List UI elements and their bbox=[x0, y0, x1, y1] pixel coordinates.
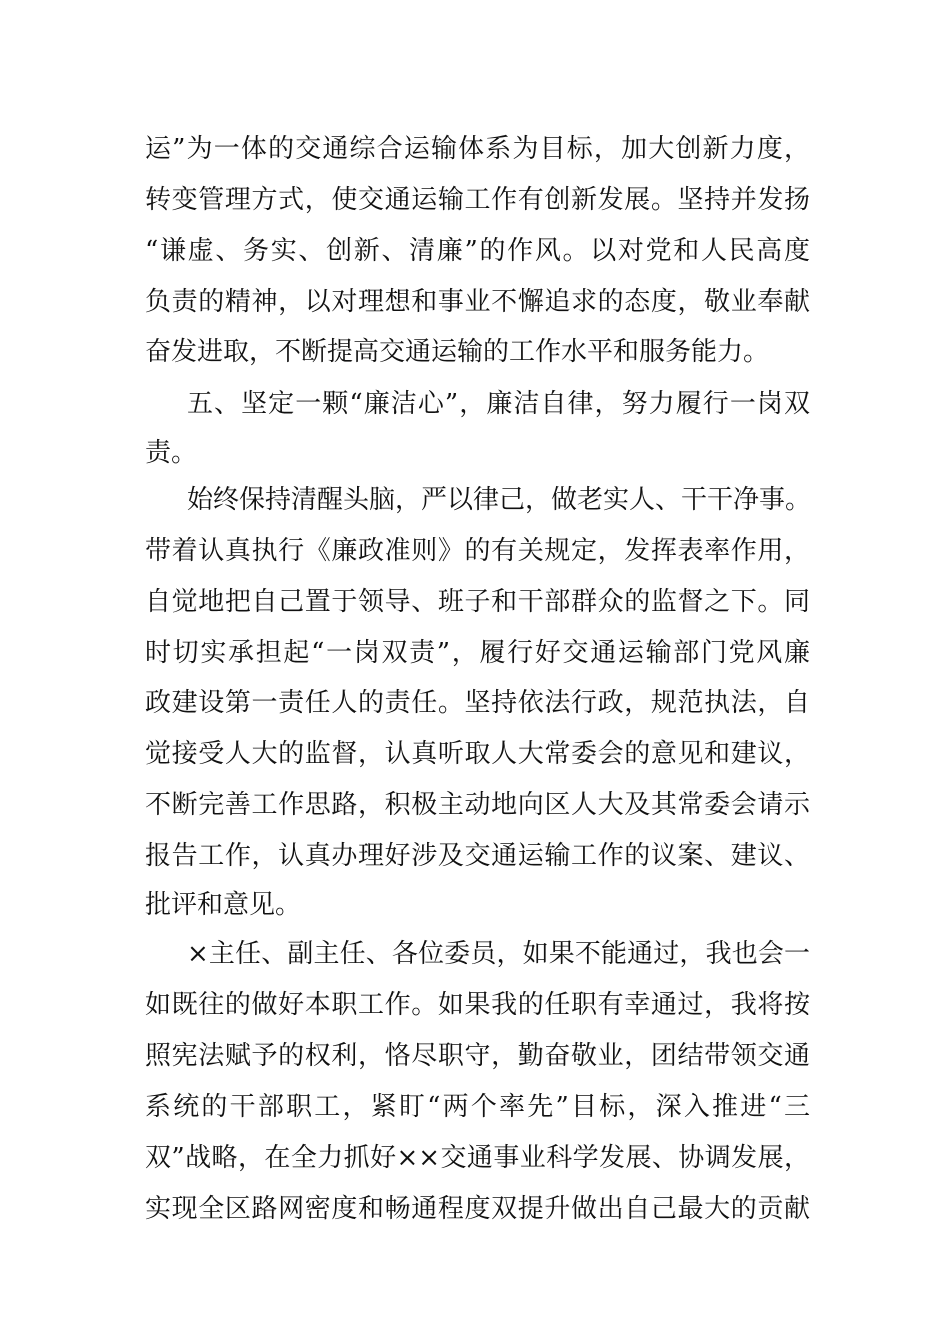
text-line: “谦虚、务实、创新、清廉”的作风。以对党和人民高度 bbox=[145, 236, 810, 266]
text-line: 始终保持清醒头脑，严以律己，做老实人、干干净事。 bbox=[187, 485, 812, 515]
text-line: 双”战略，在全力抓好××交通事业科学发展、协调发展， bbox=[145, 1143, 810, 1173]
text-line: 自觉地把自己置于领导、班子和干部群众的监督之下。同 bbox=[145, 587, 810, 617]
text-line: 负责的精神，以对理想和事业不懈追求的态度，敬业奉献 bbox=[145, 287, 810, 317]
text-line: 政建设第一责任人的责任。坚持依法行政，规范执法，自 bbox=[145, 688, 810, 718]
section-heading-line: 五、坚定一颗“廉洁心”，廉洁自律，努力履行一岗双 bbox=[187, 389, 810, 419]
text-line: 带着认真执行《廉政准则》的有关规定，发挥表率作用， bbox=[145, 536, 810, 566]
text-line: 奋发进取，不断提高交通运输的工作水平和服务能力。 bbox=[145, 337, 770, 367]
text-line: 不断完善工作思路，积极主动地向区人大及其常委会请示 bbox=[145, 790, 810, 820]
text-line: 报告工作，认真办理好涉及交通运输工作的议案、建议、 bbox=[145, 841, 810, 871]
text-line: ×主任、副主任、各位委员，如果不能通过，我也会一 bbox=[187, 939, 810, 969]
text-line: 如既往的做好本职工作。如果我的任职有幸通过，我将按 bbox=[145, 990, 810, 1020]
section-heading-line: 责。 bbox=[145, 438, 198, 468]
text-line: 运”为一体的交通综合运输体系为目标，加大创新力度， bbox=[145, 134, 810, 164]
text-line: 系统的干部职工，紧盯“两个率先”目标，深入推进“三 bbox=[145, 1092, 810, 1122]
text-line: 觉接受人大的监督，认真听取人大常委会的意见和建议， bbox=[145, 739, 810, 769]
text-line: 时切实承担起“一岗双责”，履行好交通运输部门党风廉 bbox=[145, 638, 810, 668]
text-line: 转变管理方式，使交通运输工作有创新发展。坚持并发扬 bbox=[145, 185, 810, 215]
text-line: 照宪法赋予的权利，恪尽职守，勤奋敬业，团结带领交通 bbox=[145, 1041, 810, 1071]
text-line: 批评和意见。 bbox=[145, 890, 302, 920]
text-line: 实现全区路网密度和畅通程度双提升做出自己最大的贡献 bbox=[145, 1194, 810, 1224]
